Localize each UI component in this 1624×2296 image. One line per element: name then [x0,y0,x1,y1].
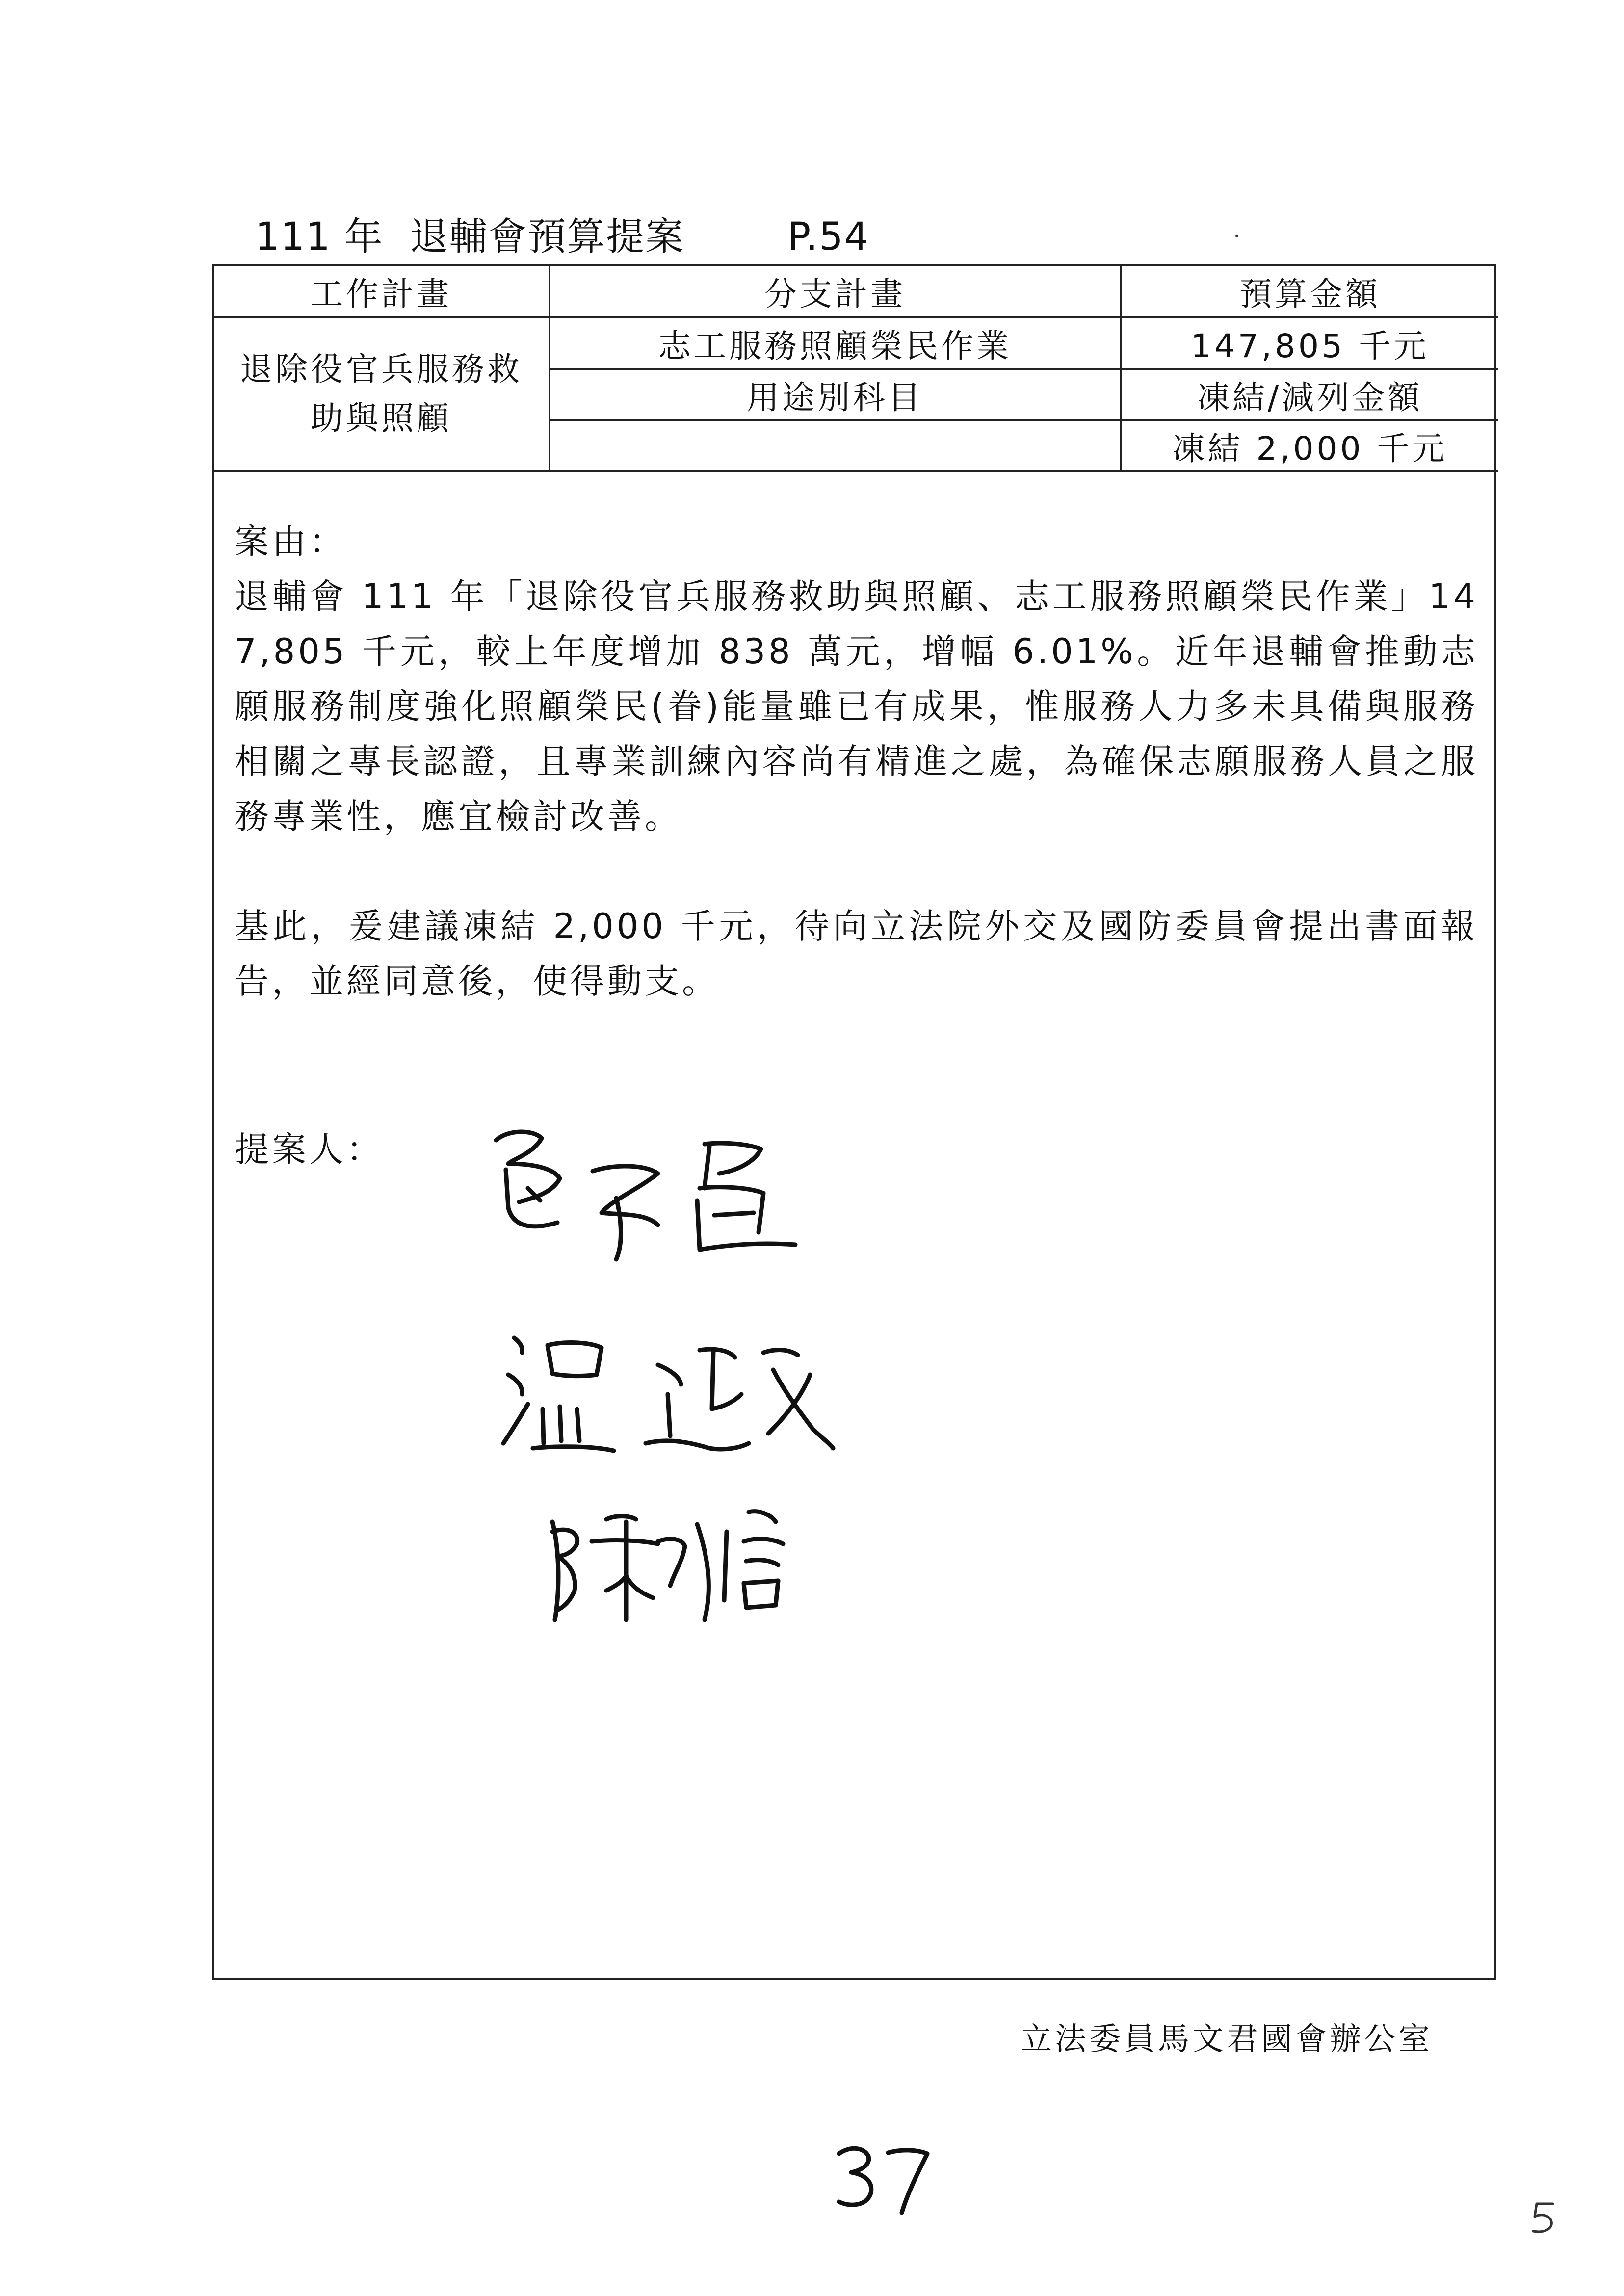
header-title: 111 年 退輔會預算提案 [255,215,685,259]
col-branch-plan-header: 分支計畫 [550,266,1121,317]
proposal-frame [212,264,1496,1980]
col-work-plan-header: 工作計畫 [214,266,550,317]
work-plan-cell: 退除役官兵服務救助與照顧 [214,317,550,471]
basis-text: 基此，爰建議凍結 2,000 千元，待向立法院外交及國防委員會提出書面報告，並經同意後，使得動支。 [235,906,1478,1001]
signature-3 [552,1512,783,1620]
page-reference: P.54 [787,215,870,259]
proposer-label: 提案人： [235,1129,384,1170]
scan-speck [1235,235,1238,237]
reason-text: 退輔會 111 年「退除役官兵服務救助與照顧、志工服務照顧榮民作業」147,805 千元，較上年度增加 838 萬元，增幅 6.01%。近年退輔會推動志願服務制度強化照顧榮民(眷)能量雖已有成果，惟服務人力多未具備與服務相關之專長認證，且專業訓練內容尚有精進之處，為確保志願服務人員之服務專業性，應宜檢討改善。 [235,576,1478,836]
handwritten-page-number [829,2139,937,2218]
office-footer: 立法委員馬文君國會辦公室 [1021,2021,1433,2058]
signatures-area [214,266,1494,1978]
corner-page-mark [1526,2198,1560,2237]
purpose-item-label: 用途別科目 [550,369,1121,420]
signature-2 [503,1338,833,1451]
freeze-amount-cell: 凍結 2,000 千元 [1121,420,1498,471]
budget-amount-cell: 147,805 千元 [1121,317,1498,369]
branch-plan-cell: 志工服務照顧榮民作業 [550,317,1121,369]
signature-1 [496,1132,795,1259]
freeze-cut-label: 凍結/減列金額 [1121,369,1498,420]
reason-label: 案由： [235,522,346,562]
col-budget-amount-header: 預算金額 [1121,266,1498,317]
document-header [255,206,869,261]
